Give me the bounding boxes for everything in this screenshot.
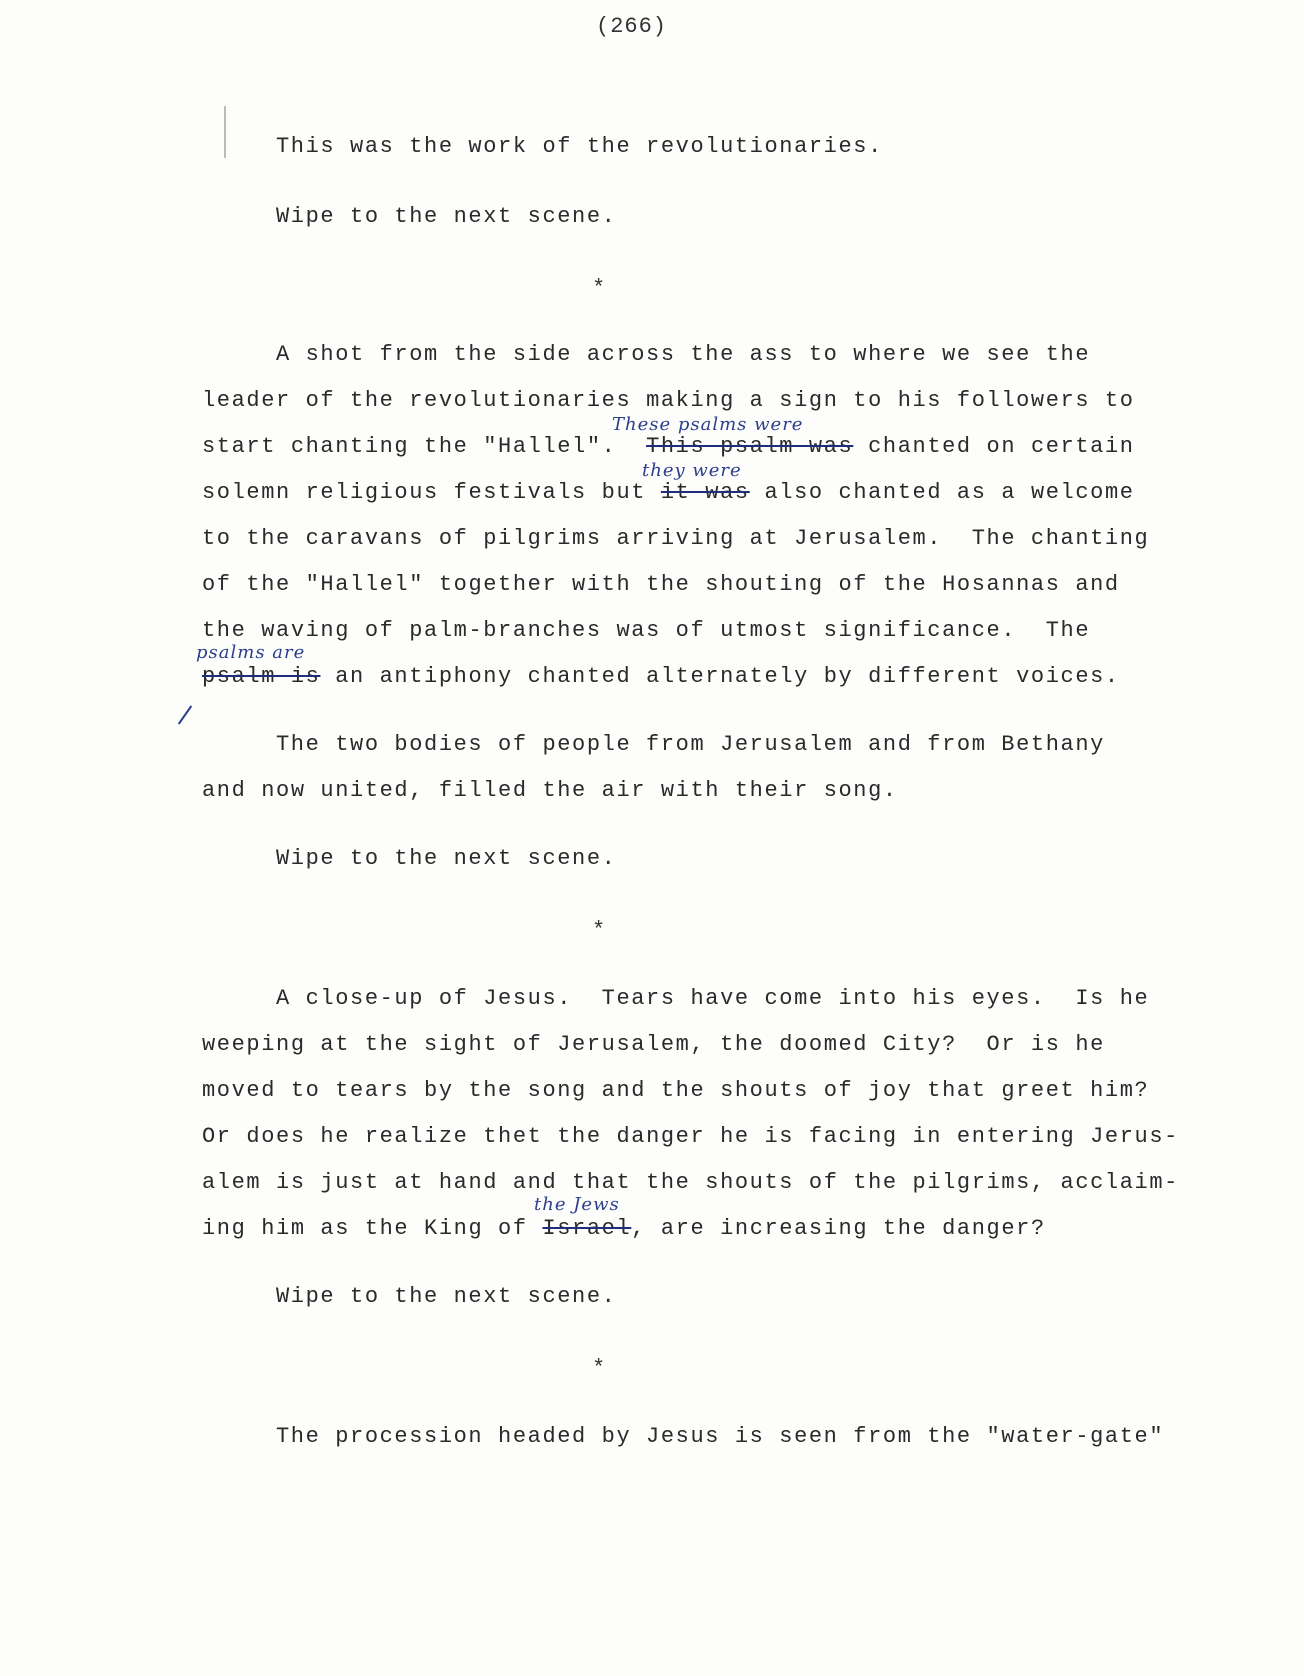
handwritten-insertion: the Jews: [534, 1194, 620, 1215]
paragraph-line: and now united, filled the air with their song.: [202, 778, 898, 803]
handwritten-insertion: These psalms were: [612, 414, 804, 435]
line-text: chanted on certain: [853, 434, 1135, 459]
insertion-mark: [178, 705, 192, 724]
paragraph-line: of the "Hallel" together with the shouting of the Hosannas and: [202, 572, 1120, 597]
line-text: , are increasing the danger?: [631, 1216, 1046, 1241]
line-text: also chanted as a welcome: [749, 480, 1135, 505]
page-number: (266): [596, 14, 668, 39]
handwritten-insertion: psalms are: [196, 642, 306, 663]
paragraph-line: A close-up of Jesus. Tears have come into his eyes. Is he: [276, 986, 1150, 1011]
struck-text: Israel: [542, 1216, 632, 1241]
paragraph-line: the waving of palm-branches was of utmost significance. The: [202, 618, 1091, 643]
line-text: solemn religious festivals but: [202, 480, 661, 505]
struck-text: it was: [660, 480, 750, 505]
paragraph-line: to the caravans of pilgrims arriving at Jerusalem. The chanting: [202, 526, 1150, 551]
scene-separator: *: [592, 1356, 606, 1381]
paragraph-line: The two bodies of people from Jerusalem and from Bethany: [276, 732, 1105, 757]
paragraph-line: leader of the revolutionaries making a sign to his followers to: [202, 388, 1135, 413]
paragraph-line: weeping at the sight of Jerusalem, the doomed City? Or is he: [202, 1032, 1105, 1057]
paragraph-line: A shot from the side across the ass to where we see the: [276, 342, 1091, 367]
wipe-direction: Wipe to the next scene.: [276, 1284, 617, 1309]
wipe-direction: Wipe to the next scene.: [276, 846, 617, 871]
paragraph-line: The procession headed by Jesus is seen from the "water-gate": [276, 1424, 1165, 1449]
paragraph-line: [202, 434, 1135, 460]
handwritten-insertion: they were: [642, 460, 742, 481]
paragraph-line: [202, 664, 1120, 690]
paragraph-line: moved to tears by the song and the shouts of joy that greet him?: [202, 1078, 1150, 1103]
paragraph-line: [202, 480, 1135, 506]
struck-text: psalm is: [202, 664, 321, 689]
line-text: an antiphony chanted alternately by different voices.: [320, 664, 1120, 689]
paragraph-line: [202, 1216, 1046, 1242]
paragraph-line: This was the work of the revolutionaries.: [276, 134, 883, 159]
paragraph-line: Or does he realize thet the danger he is facing in entering Jerus-: [202, 1124, 1179, 1149]
struck-text: This psalm was: [646, 434, 854, 459]
scene-separator: *: [592, 918, 606, 943]
line-text: ing him as the King of: [202, 1216, 543, 1241]
scene-separator: *: [592, 276, 606, 301]
margin-mark: [224, 106, 226, 158]
line-text: start chanting the "Hallel".: [202, 434, 647, 459]
paragraph-line: alem is just at hand and that the shouts of the pilgrims, acclaim-: [202, 1170, 1179, 1195]
wipe-direction: Wipe to the next scene.: [276, 204, 617, 229]
